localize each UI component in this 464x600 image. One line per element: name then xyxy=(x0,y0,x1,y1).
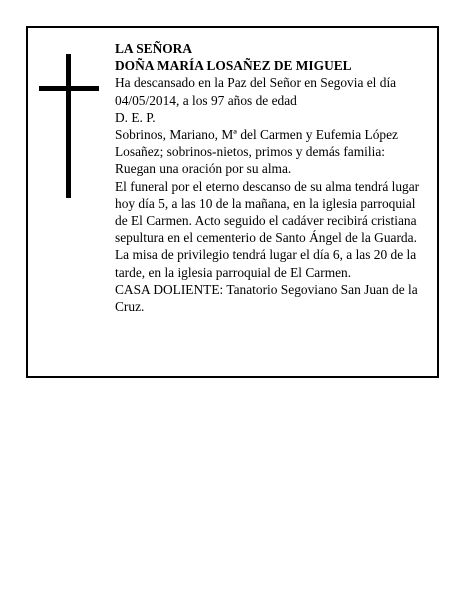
death-announcement: Ha descansado en la Paz del Señor en Segovia el día 04/05/2014, a los 97 años de edad xyxy=(115,75,397,108)
funeral-details: El funeral por el eterno descanso de su alma tendrá lugar hoy día 5, a las 10 de la mañana, en la iglesia parroquial de El Carmen. Acto seguido el cadáver recibirá cristiana sepultura en el cementerio de Santo Ángel de la Guarda. La misa de privilegio tendrá lugar el día 6, a las 20 de la tarde, en la iglesia parroquial de El Carmen. xyxy=(115,178,420,280)
obituary-notice xyxy=(26,26,439,378)
family-members: Sobrinos, Mariano, Mª del Carmen y Eufemia López Losañez; sobrinos-nietos, primos y demás familia: xyxy=(115,127,398,160)
latin-cross-icon xyxy=(39,54,99,198)
notice-heading-title: LA SEÑORA xyxy=(115,41,193,56)
cross-horizontal-bar xyxy=(39,86,99,91)
deceased-name: DOÑA MARÍA LOSAÑEZ DE MIGUEL xyxy=(115,58,352,74)
notice-text xyxy=(115,40,427,315)
prayer-request: Ruegan una oración por su alma. xyxy=(115,161,292,177)
funeral-home: CASA DOLIENTE: Tanatorio Segoviano San Juan de la Cruz. xyxy=(115,281,418,315)
rest-in-peace: D. E. P. xyxy=(115,109,156,125)
cross-vertical-bar xyxy=(66,54,71,198)
